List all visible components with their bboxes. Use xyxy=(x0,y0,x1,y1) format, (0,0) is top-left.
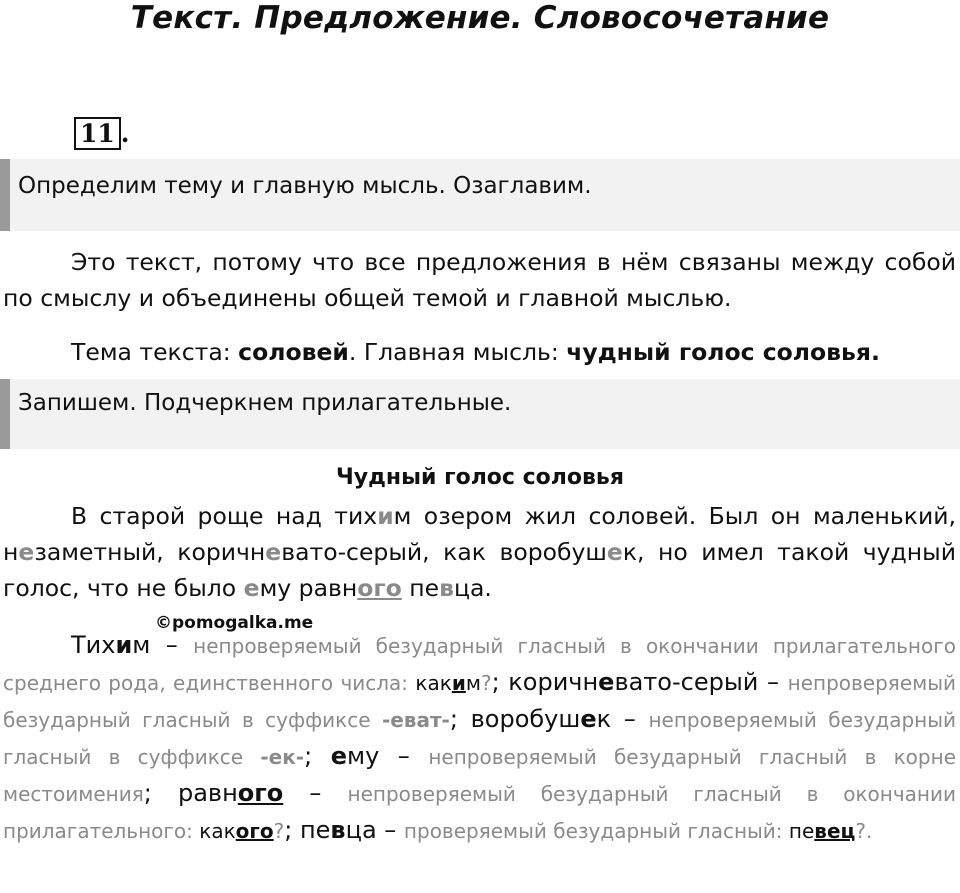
story-vowel: е xyxy=(265,538,282,566)
instruction-write-text: Запишем. Подчеркнем прилагательные. xyxy=(18,390,512,416)
word-vowel: ого xyxy=(237,779,284,807)
question: как xyxy=(415,671,452,695)
story-part: В старой роще над тих xyxy=(71,502,378,530)
explanation: непроверяемый безударный гласный в суффиксе xyxy=(3,708,957,769)
story-part: к, но имел такой чудный голос, что не было xyxy=(3,538,956,602)
dash: – xyxy=(611,705,649,733)
dash: – xyxy=(379,742,429,770)
question-ending: ого xyxy=(235,819,274,843)
story-text xyxy=(3,498,956,606)
exercise-number-box: 11 xyxy=(74,117,121,150)
exercise-number-dot: . xyxy=(120,119,130,148)
dash: – xyxy=(150,631,194,659)
word: пе xyxy=(299,816,331,844)
word: воробуш xyxy=(470,705,581,733)
word-vowel: е xyxy=(330,742,347,770)
instruction-write xyxy=(0,379,960,449)
story-vowel: и xyxy=(377,502,394,530)
instruction-themes xyxy=(0,159,960,231)
separator: ; xyxy=(449,705,471,733)
question: м xyxy=(465,671,481,695)
word: к xyxy=(596,705,612,733)
explanation: непроверяемый безударный гласный в окончании прилагательного: xyxy=(3,782,956,843)
explanation: проверяемый безударный гласный: xyxy=(403,819,789,843)
word-vowel: в xyxy=(330,816,346,844)
word-vowel: е xyxy=(598,668,615,696)
question-mark: ? xyxy=(273,819,285,843)
story-vowel: ого xyxy=(357,574,402,602)
word: равн xyxy=(177,779,238,807)
explanation: непроверяемый безударный гласный в окончании прилагательного среднего рода, единственного числа: xyxy=(3,634,956,695)
word-vowel: е xyxy=(580,705,597,733)
story-part: заметный, коричн xyxy=(34,538,266,566)
question-ending: вец xyxy=(814,819,856,843)
question: пе xyxy=(788,819,815,843)
separator: ; xyxy=(304,742,331,770)
dash: – xyxy=(758,668,788,696)
watermark: ©pomogalka.me xyxy=(155,613,314,633)
suffix: -еват- xyxy=(381,708,450,732)
exercise-number xyxy=(74,120,130,148)
question: как xyxy=(199,819,236,843)
separator: ; xyxy=(284,816,300,844)
explanation: непроверяемый безударный гласный в суффиксе xyxy=(3,671,957,732)
story-title: Чудный голос соловья xyxy=(336,465,624,490)
word: м xyxy=(132,631,151,659)
story-vowel: е xyxy=(243,574,260,602)
word: му xyxy=(346,742,380,770)
dash: – xyxy=(376,816,404,844)
page-title: Текст. Предложение. Словосочетание xyxy=(130,0,830,36)
story-part: ца. xyxy=(453,574,492,602)
story-vowel: е xyxy=(606,538,623,566)
instruction-themes-text: Определим тему и главную мысль. Озаглавим. xyxy=(18,173,592,199)
theme-label: Тема текста: xyxy=(71,338,239,366)
word-vowel: и xyxy=(115,631,133,659)
separator: ; xyxy=(143,779,178,807)
story-vowel: е xyxy=(18,538,35,566)
word: коричн xyxy=(508,668,599,696)
question-mark: ? xyxy=(480,671,492,695)
story-part: му равн xyxy=(259,574,358,602)
theme-value: соловей xyxy=(238,338,349,366)
separator: ; xyxy=(491,668,509,696)
paragraph-theme xyxy=(3,334,956,370)
explanation: непроверяемый безударный гласный в корне местоимения xyxy=(3,745,956,806)
word: Тих xyxy=(71,631,116,659)
suffix: -ек- xyxy=(260,745,305,769)
story-part: пе xyxy=(401,574,440,602)
main-idea-label: . Главная мысль: xyxy=(348,338,567,366)
word: вато-серый xyxy=(614,668,759,696)
question-ending: и xyxy=(451,671,466,695)
story-part: м озером жил соловей. Был он маленький, н xyxy=(3,502,956,566)
word: ца xyxy=(345,816,377,844)
story-part: вато-серый, как воробуш xyxy=(281,538,607,566)
paragraph-text-definition: Это текст, потому что все предложения в нём связаны между собой по смыслу и объединены общей темой и главной мыслью. xyxy=(3,248,956,312)
dash: – xyxy=(283,779,348,807)
explanation-text xyxy=(3,627,956,849)
main-idea-value: чудный голос соловья. xyxy=(566,338,880,366)
question-mark: ?. xyxy=(855,819,873,843)
story-vowel: в xyxy=(439,574,454,602)
